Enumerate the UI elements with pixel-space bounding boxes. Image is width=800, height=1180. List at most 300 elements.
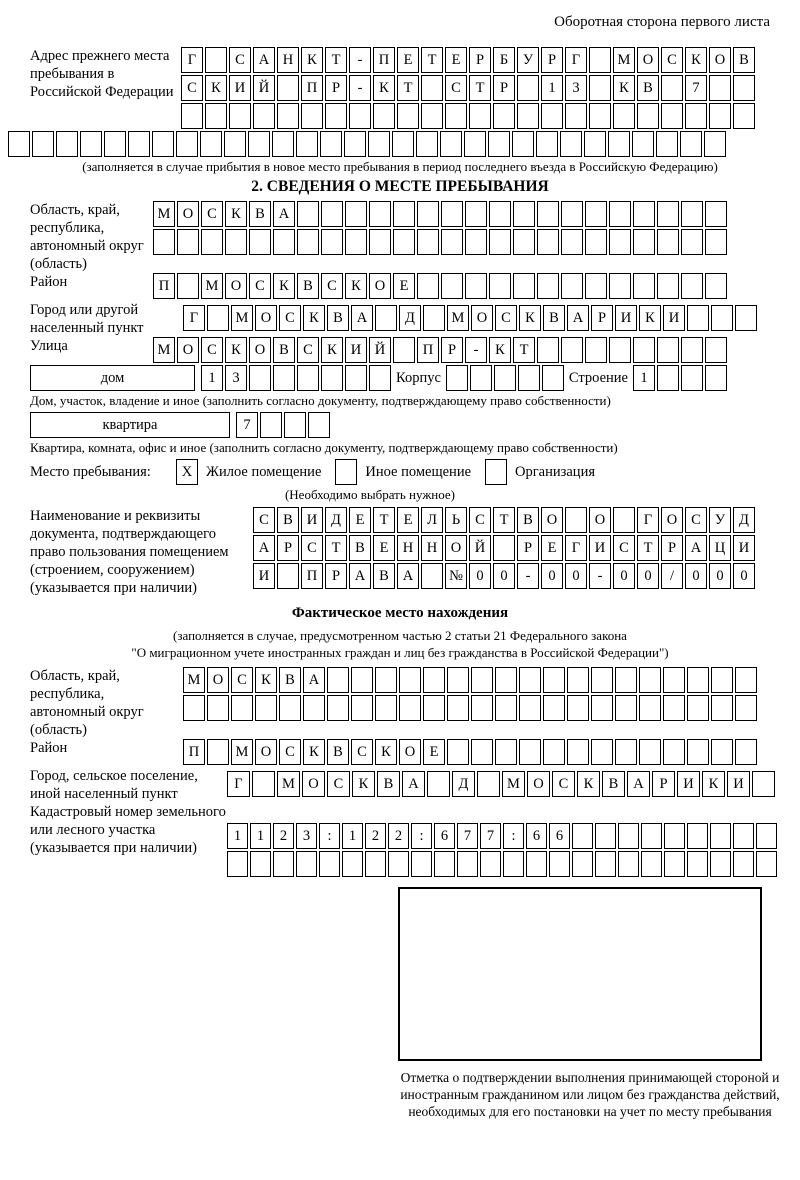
char-cell[interactable]: Г — [565, 535, 587, 561]
char-cell[interactable] — [369, 229, 391, 255]
char-cell[interactable] — [752, 771, 775, 797]
char-cell[interactable] — [519, 695, 541, 721]
char-cell[interactable]: О — [255, 739, 277, 765]
char-cell[interactable] — [349, 103, 371, 129]
char-cell[interactable] — [735, 667, 757, 693]
char-cell[interactable] — [705, 365, 727, 391]
char-cell[interactable]: С — [301, 535, 323, 561]
char-cell[interactable]: С — [469, 507, 491, 533]
char-cell[interactable]: С — [685, 507, 707, 533]
char-cell[interactable]: 1 — [633, 365, 655, 391]
char-cell[interactable] — [250, 851, 271, 877]
char-cell[interactable] — [639, 695, 661, 721]
char-cell[interactable] — [441, 273, 463, 299]
char-cell[interactable] — [595, 851, 616, 877]
char-cell[interactable]: Д — [733, 507, 755, 533]
char-cell[interactable] — [417, 273, 439, 299]
char-cell[interactable] — [489, 273, 511, 299]
char-cell[interactable]: Т — [637, 535, 659, 561]
char-cell[interactable] — [663, 739, 685, 765]
char-cell[interactable] — [397, 103, 419, 129]
char-cell[interactable] — [503, 851, 524, 877]
char-cell[interactable]: К — [301, 47, 323, 73]
char-cell[interactable]: С — [229, 47, 251, 73]
char-cell[interactable]: И — [589, 535, 611, 561]
char-cell[interactable]: Р — [591, 305, 613, 331]
char-cell[interactable] — [585, 201, 607, 227]
char-cell[interactable] — [351, 667, 373, 693]
char-cell[interactable]: О — [255, 305, 277, 331]
char-cell[interactable]: Р — [441, 337, 463, 363]
char-cell[interactable]: К — [352, 771, 375, 797]
char-cell[interactable]: Т — [493, 507, 515, 533]
char-cell[interactable] — [613, 103, 635, 129]
char-cell[interactable] — [297, 201, 319, 227]
char-cell[interactable] — [609, 337, 631, 363]
char-cell[interactable]: П — [301, 563, 323, 589]
char-cell[interactable] — [392, 131, 414, 157]
char-cell[interactable]: О — [177, 201, 199, 227]
char-cell[interactable]: М — [231, 739, 253, 765]
char-cell[interactable]: С — [351, 739, 373, 765]
char-cell[interactable]: В — [602, 771, 625, 797]
char-cell[interactable]: С — [445, 75, 467, 101]
char-cell[interactable] — [177, 273, 199, 299]
char-cell[interactable] — [705, 273, 727, 299]
char-cell[interactable] — [735, 305, 757, 331]
char-cell[interactable]: Т — [325, 535, 347, 561]
char-cell[interactable] — [609, 229, 631, 255]
char-cell[interactable]: 1 — [250, 823, 271, 849]
char-cell[interactable]: - — [589, 563, 611, 589]
char-cell[interactable] — [344, 131, 366, 157]
char-cell[interactable]: 1 — [342, 823, 363, 849]
char-cell[interactable]: А — [402, 771, 425, 797]
char-cell[interactable]: О — [589, 507, 611, 533]
char-cell[interactable] — [56, 131, 78, 157]
char-cell[interactable]: А — [351, 305, 373, 331]
char-cell[interactable] — [399, 667, 421, 693]
char-cell[interactable] — [277, 75, 299, 101]
char-cell[interactable] — [584, 131, 606, 157]
char-cell[interactable] — [518, 365, 540, 391]
char-cell[interactable] — [465, 273, 487, 299]
char-cell[interactable]: Р — [325, 563, 347, 589]
char-cell[interactable] — [585, 229, 607, 255]
char-cell[interactable] — [104, 131, 126, 157]
char-cell[interactable]: П — [373, 47, 395, 73]
char-cell[interactable]: О — [225, 273, 247, 299]
char-cell[interactable] — [495, 739, 517, 765]
char-cell[interactable] — [249, 365, 271, 391]
char-cell[interactable]: Р — [652, 771, 675, 797]
char-cell[interactable] — [561, 337, 583, 363]
char-cell[interactable] — [303, 695, 325, 721]
char-cell[interactable] — [681, 229, 703, 255]
char-cell[interactable] — [657, 337, 679, 363]
char-cell[interactable]: В — [517, 507, 539, 533]
char-cell[interactable] — [465, 201, 487, 227]
char-cell[interactable] — [657, 365, 679, 391]
char-cell[interactable] — [440, 131, 462, 157]
char-cell[interactable]: А — [397, 563, 419, 589]
char-cell[interactable] — [253, 103, 275, 129]
char-cell[interactable]: В — [543, 305, 565, 331]
char-cell[interactable] — [639, 739, 661, 765]
char-cell[interactable] — [541, 103, 563, 129]
char-cell[interactable]: 0 — [493, 563, 515, 589]
char-cell[interactable]: № — [445, 563, 467, 589]
char-cell[interactable]: В — [297, 273, 319, 299]
char-cell[interactable]: О — [399, 739, 421, 765]
char-cell[interactable] — [710, 851, 731, 877]
char-cell[interactable] — [301, 103, 323, 129]
char-cell[interactable]: : — [319, 823, 340, 849]
char-cell[interactable] — [661, 103, 683, 129]
char-cell[interactable] — [633, 201, 655, 227]
char-cell[interactable]: П — [153, 273, 175, 299]
char-cell[interactable] — [513, 273, 535, 299]
char-cell[interactable] — [128, 131, 150, 157]
char-cell[interactable]: К — [613, 75, 635, 101]
char-cell[interactable] — [711, 695, 733, 721]
char-cell[interactable] — [375, 667, 397, 693]
char-cell[interactable] — [373, 103, 395, 129]
char-cell[interactable] — [542, 365, 564, 391]
char-cell[interactable] — [248, 131, 270, 157]
char-cell[interactable] — [477, 771, 500, 797]
char-cell[interactable] — [657, 201, 679, 227]
char-cell[interactable] — [513, 229, 535, 255]
char-cell[interactable]: К — [489, 337, 511, 363]
char-cell[interactable] — [633, 229, 655, 255]
char-cell[interactable]: А — [253, 535, 275, 561]
char-cell[interactable]: И — [253, 563, 275, 589]
char-cell[interactable]: М — [231, 305, 253, 331]
char-cell[interactable] — [615, 667, 637, 693]
char-cell[interactable]: 7 — [480, 823, 501, 849]
char-cell[interactable] — [536, 131, 558, 157]
char-cell[interactable] — [224, 131, 246, 157]
char-cell[interactable] — [733, 823, 754, 849]
char-cell[interactable] — [526, 851, 547, 877]
char-cell[interactable]: А — [273, 201, 295, 227]
char-cell[interactable] — [756, 851, 777, 877]
char-cell[interactable] — [493, 535, 515, 561]
char-cell[interactable]: М — [153, 337, 175, 363]
char-cell[interactable]: В — [277, 507, 299, 533]
char-cell[interactable]: С — [181, 75, 203, 101]
char-cell[interactable] — [543, 667, 565, 693]
char-cell[interactable] — [445, 103, 467, 129]
char-cell[interactable]: С — [321, 273, 343, 299]
char-cell[interactable] — [591, 739, 613, 765]
char-cell[interactable] — [469, 103, 491, 129]
char-cell[interactable]: Й — [369, 337, 391, 363]
char-cell[interactable] — [519, 739, 541, 765]
char-cell[interactable]: Р — [517, 535, 539, 561]
char-cell[interactable] — [207, 305, 229, 331]
char-cell[interactable] — [663, 667, 685, 693]
char-cell[interactable] — [423, 667, 445, 693]
char-cell[interactable]: 1 — [541, 75, 563, 101]
char-cell[interactable] — [375, 305, 397, 331]
char-cell[interactable] — [345, 365, 367, 391]
char-cell[interactable]: Т — [469, 75, 491, 101]
char-cell[interactable]: 7 — [457, 823, 478, 849]
char-cell[interactable] — [369, 365, 391, 391]
char-cell[interactable] — [441, 229, 463, 255]
char-cell[interactable]: П — [301, 75, 323, 101]
char-cell[interactable]: И — [345, 337, 367, 363]
char-cell[interactable] — [446, 365, 468, 391]
char-cell[interactable]: Д — [452, 771, 475, 797]
char-cell[interactable] — [637, 103, 659, 129]
char-cell[interactable]: Н — [277, 47, 299, 73]
char-cell[interactable] — [327, 667, 349, 693]
char-cell[interactable] — [633, 273, 655, 299]
char-cell[interactable] — [681, 365, 703, 391]
char-cell[interactable]: У — [709, 507, 731, 533]
char-cell[interactable]: К — [577, 771, 600, 797]
char-cell[interactable] — [321, 229, 343, 255]
stay-option-residential-checkbox[interactable]: X — [176, 459, 198, 485]
char-cell[interactable] — [661, 75, 683, 101]
char-cell[interactable]: М — [153, 201, 175, 227]
char-cell[interactable] — [704, 131, 726, 157]
char-cell[interactable]: В — [279, 667, 301, 693]
char-cell[interactable]: С — [279, 739, 301, 765]
char-cell[interactable] — [565, 103, 587, 129]
char-cell[interactable] — [488, 131, 510, 157]
char-cell[interactable] — [32, 131, 54, 157]
char-cell[interactable]: А — [567, 305, 589, 331]
char-cell[interactable]: М — [447, 305, 469, 331]
char-cell[interactable] — [618, 823, 639, 849]
char-cell[interactable]: О — [369, 273, 391, 299]
char-cell[interactable]: 2 — [388, 823, 409, 849]
char-cell[interactable]: А — [253, 47, 275, 73]
char-cell[interactable] — [711, 667, 733, 693]
char-cell[interactable] — [687, 695, 709, 721]
char-cell[interactable] — [411, 851, 432, 877]
char-cell[interactable] — [709, 75, 731, 101]
char-cell[interactable]: 3 — [225, 365, 247, 391]
char-cell[interactable] — [687, 823, 708, 849]
char-cell[interactable] — [664, 823, 685, 849]
char-cell[interactable] — [227, 851, 248, 877]
char-cell[interactable] — [421, 563, 443, 589]
char-cell[interactable] — [369, 201, 391, 227]
char-cell[interactable] — [388, 851, 409, 877]
char-cell[interactable] — [434, 851, 455, 877]
char-cell[interactable]: Г — [637, 507, 659, 533]
char-cell[interactable] — [471, 739, 493, 765]
char-cell[interactable] — [447, 695, 469, 721]
char-cell[interactable]: И — [677, 771, 700, 797]
char-cell[interactable] — [365, 851, 386, 877]
char-cell[interactable] — [260, 412, 282, 438]
char-cell[interactable] — [733, 75, 755, 101]
char-cell[interactable]: Ь — [445, 507, 467, 533]
char-cell[interactable]: С — [297, 337, 319, 363]
char-cell[interactable]: : — [503, 823, 524, 849]
char-cell[interactable]: Н — [397, 535, 419, 561]
char-cell[interactable]: С — [495, 305, 517, 331]
char-cell[interactable] — [585, 273, 607, 299]
char-cell[interactable] — [687, 305, 709, 331]
char-cell[interactable]: О — [445, 535, 467, 561]
char-cell[interactable]: К — [273, 273, 295, 299]
char-cell[interactable] — [567, 739, 589, 765]
char-cell[interactable] — [709, 103, 731, 129]
char-cell[interactable]: В — [373, 563, 395, 589]
char-cell[interactable] — [152, 131, 174, 157]
char-cell[interactable]: С — [249, 273, 271, 299]
char-cell[interactable]: М — [502, 771, 525, 797]
char-cell[interactable] — [756, 823, 777, 849]
char-cell[interactable] — [680, 131, 702, 157]
char-cell[interactable]: Е — [445, 47, 467, 73]
char-cell[interactable] — [687, 851, 708, 877]
char-cell[interactable]: Е — [541, 535, 563, 561]
char-cell[interactable]: В — [733, 47, 755, 73]
char-cell[interactable] — [229, 103, 251, 129]
char-cell[interactable] — [656, 131, 678, 157]
char-cell[interactable]: О — [709, 47, 731, 73]
char-cell[interactable] — [639, 667, 661, 693]
char-cell[interactable] — [297, 229, 319, 255]
char-cell[interactable] — [345, 201, 367, 227]
char-cell[interactable] — [733, 103, 755, 129]
char-cell[interactable] — [589, 47, 611, 73]
char-cell[interactable] — [393, 229, 415, 255]
char-cell[interactable]: С — [279, 305, 301, 331]
char-cell[interactable]: - — [349, 47, 371, 73]
char-cell[interactable] — [615, 695, 637, 721]
char-cell[interactable] — [201, 229, 223, 255]
char-cell[interactable] — [609, 201, 631, 227]
char-cell[interactable]: Д — [399, 305, 421, 331]
char-cell[interactable] — [457, 851, 478, 877]
char-cell[interactable] — [537, 229, 559, 255]
char-cell[interactable] — [176, 131, 198, 157]
char-cell[interactable] — [657, 273, 679, 299]
char-cell[interactable]: О — [177, 337, 199, 363]
char-cell[interactable]: Г — [565, 47, 587, 73]
char-cell[interactable]: Р — [541, 47, 563, 73]
char-cell[interactable]: О — [302, 771, 325, 797]
char-cell[interactable]: С — [327, 771, 350, 797]
char-cell[interactable]: М — [183, 667, 205, 693]
char-cell[interactable] — [205, 103, 227, 129]
char-cell[interactable] — [641, 851, 662, 877]
char-cell[interactable] — [589, 75, 611, 101]
char-cell[interactable]: Н — [421, 535, 443, 561]
char-cell[interactable]: К — [639, 305, 661, 331]
char-cell[interactable]: И — [733, 535, 755, 561]
char-cell[interactable] — [513, 201, 535, 227]
char-cell[interactable] — [687, 739, 709, 765]
char-cell[interactable]: 7 — [685, 75, 707, 101]
char-cell[interactable]: Г — [181, 47, 203, 73]
char-cell[interactable] — [321, 365, 343, 391]
char-cell[interactable] — [609, 273, 631, 299]
char-cell[interactable] — [273, 229, 295, 255]
char-cell[interactable] — [471, 695, 493, 721]
char-cell[interactable] — [252, 771, 275, 797]
char-cell[interactable]: К — [345, 273, 367, 299]
char-cell[interactable]: 0 — [637, 563, 659, 589]
char-cell[interactable] — [393, 201, 415, 227]
char-cell[interactable]: О — [249, 337, 271, 363]
char-cell[interactable] — [273, 851, 294, 877]
char-cell[interactable]: 6 — [549, 823, 570, 849]
char-cell[interactable]: С — [613, 535, 635, 561]
char-cell[interactable]: А — [685, 535, 707, 561]
char-cell[interactable]: 0 — [541, 563, 563, 589]
char-cell[interactable] — [297, 365, 319, 391]
char-cell[interactable]: К — [375, 739, 397, 765]
char-cell[interactable]: Р — [277, 535, 299, 561]
char-cell[interactable] — [561, 201, 583, 227]
char-cell[interactable]: С — [661, 47, 683, 73]
char-cell[interactable] — [441, 201, 463, 227]
char-cell[interactable]: М — [613, 47, 635, 73]
char-cell[interactable] — [393, 337, 415, 363]
char-cell[interactable] — [710, 823, 731, 849]
char-cell[interactable] — [615, 739, 637, 765]
char-cell[interactable] — [561, 273, 583, 299]
char-cell[interactable] — [296, 851, 317, 877]
char-cell[interactable]: Ц — [709, 535, 731, 561]
char-cell[interactable]: К — [225, 337, 247, 363]
char-cell[interactable]: 0 — [613, 563, 635, 589]
char-cell[interactable] — [572, 823, 593, 849]
char-cell[interactable]: Р — [493, 75, 515, 101]
char-cell[interactable]: Т — [397, 75, 419, 101]
char-cell[interactable] — [465, 229, 487, 255]
char-cell[interactable] — [549, 851, 570, 877]
char-cell[interactable] — [519, 667, 541, 693]
char-cell[interactable]: А — [349, 563, 371, 589]
char-cell[interactable] — [421, 103, 443, 129]
char-cell[interactable]: И — [301, 507, 323, 533]
char-cell[interactable]: Д — [325, 507, 347, 533]
char-cell[interactable]: С — [253, 507, 275, 533]
char-cell[interactable] — [608, 131, 630, 157]
char-cell[interactable] — [417, 229, 439, 255]
char-cell[interactable] — [249, 229, 271, 255]
char-cell[interactable] — [427, 771, 450, 797]
char-cell[interactable] — [284, 412, 306, 438]
char-cell[interactable] — [153, 229, 175, 255]
char-cell[interactable]: О — [541, 507, 563, 533]
char-cell[interactable]: / — [661, 563, 683, 589]
char-cell[interactable] — [589, 103, 611, 129]
char-cell[interactable] — [561, 229, 583, 255]
char-cell[interactable] — [345, 229, 367, 255]
char-cell[interactable]: К — [519, 305, 541, 331]
char-cell[interactable] — [537, 273, 559, 299]
char-cell[interactable]: - — [465, 337, 487, 363]
char-cell[interactable]: С — [201, 201, 223, 227]
char-cell[interactable] — [512, 131, 534, 157]
char-cell[interactable] — [207, 695, 229, 721]
char-cell[interactable]: Г — [227, 771, 250, 797]
char-cell[interactable]: М — [201, 273, 223, 299]
char-cell[interactable] — [618, 851, 639, 877]
